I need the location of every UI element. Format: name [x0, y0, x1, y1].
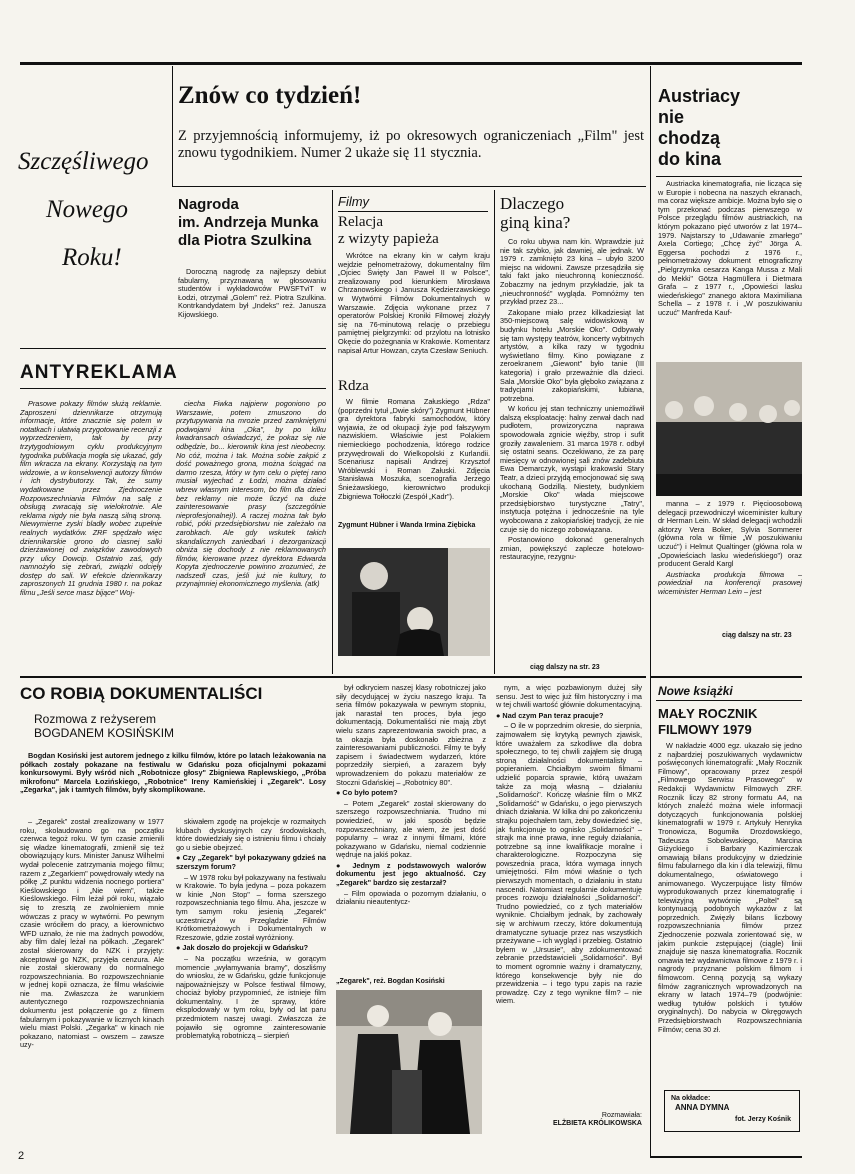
books-body — [658, 742, 802, 1080]
books-title-line: FILMOWY 1979 — [658, 722, 752, 737]
greeting-rule — [20, 348, 326, 349]
mid-rule — [20, 676, 646, 678]
award-title-line: im. Andrzeja Munka — [178, 214, 319, 231]
films-title-line: Relacja — [338, 214, 383, 230]
books-title-line: MAŁY ROCZNIK — [658, 706, 758, 721]
cinema-body — [500, 238, 644, 656]
award-title-line: Nagroda — [178, 196, 239, 213]
film-still-image — [338, 548, 490, 656]
documentary-col3 — [336, 684, 486, 974]
paragraph: W nakładzie 4000 egz. ukazało się jedno z najbardziej poszukiwanych wydawnictw poświęconych kinematografii: „Mały Rocznik Filmowy", opracowany przez zespół „Filmowego Serwisu Prasowego" w Redakcji Wydawnictw Filmowych ZRF. Rocznik liczy 82 strony formatu A4, na których znaleźć można wiele informacji dotyczących funkcjonowania polskiej kinematografii w 1979 r. Artykuły Henryka Tronowicza, Bogumiła Drozdowskiego, Tadeusza Sobolewskiego, Marcina Giżyckiego i Barbary Kazimierczak omawiają bilans produkcyjny w dziedzinie filmu fabularnego dla kin i dla telewizji, filmu dokumentalnego, oświatowego i animowanego. Wyczerpujące listy filmów wyprodukowanych przez kinematografię i telewizyjną wytwórnię „Poltel" są kontynuacją podobnych wykazów z lat poprzednich. Zwięzły bilans liczbowy rozpowszechniania filmów przez Zjednoczenie pozwala zorientować się, w jakim punkcie zstępującej (ciągle) linii znajduje się nasza kinematografia. Rocznik omawia też wydawnictwa filmowe z 1979 r. i nagrody przyznane polskim filmom i filmowcom. Cenną pozycją są wykazy filmów zagranicznych wprowadzonych na ekrany w latach 1974–79 (podwójnie: według tytułów polskich i tytułów oryginalnych). Do nabycia w Okręgowych Przedsiębiorstwach Rozpowszechniania Filmów; cena 30 zł. — [658, 742, 802, 1034]
intro-text: Z przyjemnością informujemy, iż po okresowych ograniczeniach „Film" jest znowu tygodnikiem. Numer 2 ukaże się 11 stycznia. — [178, 128, 644, 161]
question: ● Co było potem? — [336, 788, 398, 798]
award-body — [178, 268, 326, 340]
austrians-title — [658, 86, 740, 170]
top-rule — [20, 62, 802, 65]
paragraph: Prasowe pokazy filmów służą reklamie. Zaproszeni dziennikarze otrzymują informacje, które znacznie się potem w notatkach i ułatwią przygotowanie recenzji z wyprzedzeniem, tak by przy trzytygodniowym cyklu produkcyjnym tygodnika publikacja mogła się ukazać, gdy film wkracza na ekrany. Korzystają na tym widzowie, a w konsekwencji autorzy filmów i ich dystrybutorzy. Tak, że sumy wydatkowane przez Zjednoczenie Rozpowszechniania Filmów na salę z obsługą zwracają się wielokrotnie. Ale reklama nigdy nie była naszą silną stroną. Niewymierne zyski bladły wobec zupełnie realnych wydatków. ZRF spędzało więc dziennikarskie grono do ciasnej salki dzierżawionej od związków zawodowych przy ulicy Dowcip. Ostatnio zaś, gdy namnożyło się zebrań, związki odcięły dostęp do sali. W efekcie dziennikarzy zaproszonych 11 grudnia 1980 r. na pokaz filmu „Jeśli serce masz bijące" Woj- — [20, 400, 162, 598]
column-divider — [172, 66, 173, 186]
paragraph: nym, a więc pozbawionym dużej siły sensu. Jest to więc już film historyczny i ma w tej chwili wartość głównie dokumentacyjną. — [496, 684, 642, 710]
documentary-lead — [20, 752, 326, 814]
column-divider — [650, 678, 651, 1158]
interviewer-label: Rozmawiała: — [601, 1112, 642, 1119]
paragraph: – „Zegarek" został zrealizowany w 1977 roku, skolaudowano go na początku czerwca tegoż roku. W tym czasie zmienili się władze kinematografii, zmienił się też obowiązujący kurs. Minister Janusz Wilhelmi wydał polecenie zatrzymania mojego filmu; razem z „Zegarkiem" powędrowały wtedy na półkę „Z punktu widzenia nocnego portiera" Kieślowskiego i „Nie wiem", także Kieślowskiego. Film leżał pół roku, wiązało się to zresztą ze zwolnieniem mnie wówczas z pracy w wytwórni. Po pewnym czasie wróciłem do pracy, a kierownictwo WFD uznało, że nie ma żadnych powodów, aby film dalej leżał na półkach. „Zegarek" został skierowany do NZK i przyjęty: akceptował go NZK, przyjęła cenzura. Ale nie został skierowany do normalnego rozpowszechniania. Bo rozpowszechnianie w jednej kopii oznacza, że filmu właściwie nie ma. Zwłaszcza że warunkiem autentycznego rozpowszechniania dokumentu jest połączenie go z filmem fabularnym i pokazywanie w licznych kinach wielu miast Polski. „Zegarka" w kinach nie pokazano, natomiast – owszem – zawsze uzy- — [20, 818, 164, 1050]
books-rule — [656, 700, 802, 701]
documentary-photo-caption: „Zegarek", reż. Bogdan Kosiński — [336, 978, 445, 985]
cinema-title-line: giną kina? — [500, 213, 571, 232]
cover-name: ANNA DYMNA — [675, 1103, 730, 1112]
greeting-line3: Roku! — [62, 244, 122, 271]
paragraph: Austriacka produkcja filmowa – powiedział na konferencji prasowej wiceminister Herman Lein – jest — [658, 569, 802, 596]
documentary-subtitle — [34, 712, 174, 740]
paragraph: Postanowiono dokonać generalnych zmian, powiększyć zaplecze hotelowo-restauracyjne, rezygnu- — [500, 535, 644, 562]
column-divider — [332, 190, 333, 674]
cover-photo-credit: fot. Jerzy Kośnik — [734, 1116, 791, 1123]
section-label-films: Filmy — [338, 194, 370, 209]
books-title — [658, 706, 757, 738]
cover-label: Na okładce: — [671, 1095, 711, 1102]
greeting-line2: Nowego — [46, 196, 128, 223]
cover-credit-box — [664, 1090, 800, 1132]
paragraph: Zakopane miało przez kilkadziesiąt lat 350-miejscową salę widowiskową w budynku hotelu „Morskie Oko". Odbywały się tam występy teatrów, koncerty wybitnych artystów, a kilka razy w tygodniu wyświetlano filmy. Kino powiązane z zeroekranem „Giewont" było tanie (III kategoria) i grało przeważnie dla dzieci. Sala „Morskie Oko" była głęboko związana z tradycjami zakopiańskimi, lubiana, potrzebna. — [500, 307, 644, 403]
paragraph: Wkrótce na ekrany kin w całym kraju wejdzie pełnometrażowy, dokumentalny film „Ojciec Święty Jan Paweł II w Polsce", zrealizowany pod kierunkiem Mirosława Chrzanowskiego i Janusza Kędzierzawskiego w Wytwórni Filmów Dokumentalnych w Warszawie. Zdjęcia wykonane przez 7 operatorów Polskiej Kroniki Filmowej złożyły się na 76-minutową relację o przebiegu pamiętnej pielgrzymki: od przylotu na lotnisko Okęcie do pożegnania w Krakowie. Komentarz napisał Artur Howzan, czyta Czesław Seniuch. — [338, 252, 490, 355]
award-title-line: dla Piotra Szulkina — [178, 232, 312, 249]
paragraph: W końcu jej stan techniczny uniemożliwił dalszą eksploatację: halny zerwał dach nad pudłotem, prowizoryczna naprawa spowodowała zgnicie więźby, strop i sufit groziły zawaleniem. 31 marca 1978 r. odbył się ostatni seans. Oczekiwano, że za parę miesięcy w odnowionej sali znów zadebiuta Ewa Demarczyk, wystąpi krakowski Stary Teatr, a dzieci przyjdą emocjonować się swą ukochaną Godzillą. Niestety, budynkiem „Morskie Oko" włada miejscowe przedsiębiorstwo turystyczne „Tatry", instytucja potężna i jednocześnie na tyle wyobcowana z zakopiańskiej tradycji, że nie czuje się do niczego zobowiązana. — [500, 404, 644, 534]
austrians-rule — [656, 176, 802, 177]
documentary-title: CO ROBIĄ DOKUMENTALIŚCI — [20, 684, 263, 703]
award-title — [178, 196, 318, 250]
paragraph: ciecha Fiwka najpierw pogoniono po Warszawie, potem zmuszono do przytupywania na mrozie przed zamkniętymi podwojami kina „Oka", by po kilku kwadransach oświadczyć, że pokaz się nie odbędzie, bo... kierownik kina jest nieobecny. No cóż, można i tak. Można sobie zakpić z dość poważnego grona, można ściągać na darmo rzesza, który w tym celu o piętej rano musiał wyjechać z Łodzi, można działać wbrew własnym interesom, bo film dla dzieci bez reklamy nie może liczyć na duże zainteresowanie prasy (szczególnie nieprofesjonalnej!). A raczej można tak było robić, póki przedsiębiorstwu nie zależało na zarobkach. Ale gdy wskutek takich skandalicznych zaniedbań i dezorganizacji obniża się dochody z nie reklamowanych filmów, kierowane przez dyrektora Edwarda Kopyta zjednoczenie powinno zrozumieć, że nadszedł czas, jeśli już nie kultury, to przynajmniej ekonomicznego myślenia. (atk) — [176, 400, 326, 589]
mid-rule-right — [650, 676, 802, 678]
question: ● Jednym z podstawowych walorów dokumentu jest jego aktualność. Czy „Zegarek" bardzo się zestarzał? — [336, 860, 486, 888]
paragraph: – Film opowiada o pozornym działaniu, o działaniu nieautentycz- — [336, 888, 486, 907]
antyreklama-title: ANTYREKLAMA — [20, 362, 178, 383]
paragraph: W filmie Romana Załuskiego „Rdza" (poprzedni tytuł „Dwie skóry") Zygmunt Hübner gra dyrektora fabryki samochodów, który wyjawia, że od okupacji żyje pod fałszywym nazwiskiem. Właściwie jest Polakiem niemieckiego pochodzenia, którego rodzice przywędrowali do Wielkopolski z Kurlandii. Scenariusz napisali Andrzej Krzysztof Wróblewski i Roman Załuski. Zdjęcia Stanisława Moszuka, scenografia Jerzego Śnieżawskiego, kierownictwo produkcji Zbigniewa Tołłoczki (Zespół „Kadr"). — [338, 398, 490, 501]
page-title: Znów co tydzień! — [178, 82, 362, 109]
greeting-line1: Szczęśliwego — [18, 148, 149, 175]
films-photo-caption: Zygmunt Hübner i Wanda Irmina Ziębicka — [338, 522, 476, 529]
documentary-col2 — [176, 818, 326, 1158]
bottom-rule-right — [650, 1156, 802, 1158]
rdza-title: Rdza — [338, 378, 369, 394]
header-rule — [172, 186, 646, 187]
column-divider — [650, 66, 651, 676]
question: ● Czy „Zegarek" był pokazywany gdzieś na szerszym forum? — [176, 853, 326, 871]
page-number: 2 — [18, 1150, 25, 1162]
films-title-line: z wizyty papieża — [338, 231, 439, 247]
antyreklama-col2 — [176, 400, 326, 670]
question: ● Nad czym Pan teraz pracuje? — [496, 710, 604, 720]
austrians-title-line: nie — [658, 107, 685, 127]
antyreklama-rule — [20, 388, 326, 389]
paragraph: Doroczną nagrodę za najlepszy debiut fabularny, przyznawaną w głosowaniu studentów i wykładowców PWSFTviT w Łodzi, otrzymał „Golem" reż. Piotra Szulkina. Kontrkandydatem był „Indeks" reż. Janusza Kijowskiego. — [178, 268, 326, 319]
antyreklama-col1 — [20, 400, 162, 670]
austrians-body-2 — [658, 500, 802, 606]
paragraph: – Potem „Zegarek" został skierowany do szerszego rozpowszechniania. Trudno mi powiedzieć, w jaki sposób będzie rozpowszechniany, ale wiem, że jest dość popularny – wraz z innymi filmami, które pokazywano w Gdańsku, niemal codziennie wędruje na jakiś pokaz. — [336, 798, 486, 860]
paragraph: Bogdan Kosiński jest autorem jednego z kilku filmów, które po latach leżakowania na półkach zostały pokazane na festiwalu w Gdańsku poza oficjalnymi pokazami konkursowymi. Były wśród nich „Robotnicze głosy" Zbigniewa Raplewskiego, „Próba mikrofonu" Marcela Łozińskiego, „Robotnice" Ireny Kamieńskiej i „Zegarek". Losy „Zegarka", jak i tamtych filmów, były skomplikowane. — [20, 752, 326, 795]
austrians-title-line: chodzą — [658, 128, 721, 148]
austrians-continued: ciąg dalszy na str. 23 — [722, 632, 792, 639]
films-title — [338, 214, 439, 248]
austrians-title-line: do kina — [658, 149, 722, 169]
question: ● Jak doszło do projekcji w Gdańsku? — [176, 943, 309, 953]
cinema-title — [500, 194, 570, 232]
paragraph: był odkryciem naszej klasy robotniczej jako siły decydującej w życiu naszego kraju. Ta seria filmów pokazywała w pewnym stopniu, jak narastał ten proces, była jego dokumentacją. Dokumentaliści nie mają zbyt wielu szans zaprezentowania swoich prac, a ta okazja była doskonało zbieżna z zainteresowaniami publiczności. Filmy te były zapisem i świadectwem wydarzeń, które poprzedziły sierpień, a zarazem były wprowadzeniem do pokazu materiałów ze Stoczni Gdańskiej – „Robotnicy 80". — [336, 684, 486, 787]
paragraph: skiwałem zgodę na projekcje w rozmaitych klubach dyskusyjnych czy środowiskach, które dowiedziały się o istnieniu filmu i chciały go u siebie obejrzeć. — [176, 818, 326, 852]
delegation-image — [656, 362, 802, 496]
documentary-col4 — [496, 684, 642, 1104]
documentary-col1 — [20, 818, 164, 1158]
delegation-photo — [656, 362, 802, 496]
cinema-continued: ciąg dalszy na str. 23 — [530, 664, 600, 671]
paragraph: – Na początku września, w gorącym momencie „wyłamywania bramy", doszliśmy do wniosku, że w Gdańsku, gdzie funkcjonuje najpoważniejszy w Polsce festiwal filmowy, chociaż byłoby przypomnieć, że istnieje film dokumentalny. I że sprawy, które eksplodowały w tym roku, były od lat paru przedmiotem naszej uwagi. Zwłaszcza że pojawiło się ogromne zainteresowanie problematyką robotniczą – sierpień — [176, 953, 326, 1041]
austrians-title-line: Austriacy — [658, 86, 741, 106]
paragraph: – W 1978 roku był pokazywany na festiwalu w Krakowie. To była jedyna – poza pokazem w kinie „Non Stop" – forma szerszego rozpowszechniania tego filmu. Aha, jeszcze w tym samym roku jesienią „Zegarek" uczestniczył w Przeglądzie Filmów Krótkometrażowych i Dokumentalnych w Rzeszowie, gdzie został wyróżniony. — [176, 872, 326, 942]
subtitle-line: Rozmowa z reżyserem — [34, 712, 157, 726]
zegarek-still-photo — [336, 990, 482, 1134]
subtitle-line: BOGDANEM KOSIŃSKIM — [34, 726, 175, 740]
paragraph: Co roku ubywa nam kin. Wprawdzie już nie tak szybko, jak dawniej, ale jednak. W 1979 r. zamknięto 23 kina – ubyło 3200 miejsc na widowni. Zawsze przesądziła się taki fakt jako nieuchronną konieczność. Zobaczmy na jednym przykładzie, jak ta „nieuchronność" wygląda. Pomnóżmy ten przykład przez 23... — [500, 238, 644, 307]
cinema-title-line: Dlaczego — [500, 194, 565, 213]
paragraph: Austriacka kinematografia, nie licząca się w Europie i nobecna na naszych ekranach, ma coraz większe ambicje. Można było się o tym przekonać podczas pierwszego w Polsce przeglądu filmów austriackich, na którym pokazano pięć utworów z lat 1974–1979. Najstarszy to „Udawanie zmarłego" Axela Cortiego; „Chcę żyć" Jörga A. Eggersa pochodzi z 1976 r., pełnometrażowy dokument etnograficzny „Pielgrzymka cesarza Kanga Mussa z Mali do Mekki" Götza Hagmüllera i Dietmara Grafa – z 1977 r., „Opowieści lasku wiedeńskiego" znanego aktora Maximiliana Schella – z 1978 r. i „W poszukiwaniu uczuć" Manfreda Kauf- — [658, 180, 802, 317]
section-label-books: Nowe książki — [658, 684, 733, 698]
rdza-body — [338, 398, 490, 510]
austrians-body — [658, 180, 802, 358]
films-body — [338, 252, 490, 374]
paragraph: manna – z 1979 r. Pięcioosobową delegacji przewodniczył wiceminister kultury dr Herman Lein. W skład delegacji wchodzili aktorzy Vera Boker, Sylvia Sommerer (główna rola w filmie „W poszukiwaniu uczuć") i Helmut Qualtinger (główna rola w „Opowieściach lasku wiedeńskiego") oraz producent Gerald Kargl — [658, 500, 802, 569]
interviewer-name: ELŻBIETA KRÓLIKOWSKA — [552, 1120, 642, 1127]
film-still-photo — [338, 548, 490, 656]
column-divider — [494, 190, 495, 674]
films-rule — [338, 211, 488, 212]
zegarek-still-image — [336, 990, 482, 1134]
paragraph: – O ile w poprzednim okresie, do sierpnia, zajmowałem się krytyką pewnych zjawisk, które uważałem za szkodliwe dla dobra społecznego, to tej chwili zająłem się drugą stroną działalności dokumentalisty – popieraniem. Chciałbym swoim filmami udzielić poparcia sprawie, którą uważam także za moją własną – działaniu „Solidarności". Kończę właśnie film o MKZ „Solidarność" w Gdańsku, o jego pierwszych dniach działania. W kilka dni po zakończeniu strajku pojechałem tam, żeby dowiedzieć się, jak funkcjonuje to ognisko „Solidarności" – strajk ma inne prawa, inne reguły działania, potrzebne są inne kwalifikacje moralne i charakterologiczne. Rozpoczyna się powszednia praca, która wymaga innych umiejętności. Film mówi właśnie o tych pierwszych momentach, o działaniu in statu nascendi. Natomiast regularnie dokumentuję proces rozwoju działalności „Solidarności". Trudno powiedzieć, co z tych materiałów wyniknie. Chciałbym jednak, by zachowały się w archiwum rzeczy, które dokumentują dramatyczne sytuacje przez nas wszystkich przeżywane – ich wygląd i przebieg. Ostatnio byłem w „Ursusie", aby zdokumentować zebranie przedstawicieli „Solidarności". Był to moment ogromnie ważny i dramatyczny, którego konsekwencje były nie do przewidzenia – i tego typu zapis na razie prowadzę. Czy z tego wynikne film? – nie wiem. — [496, 721, 642, 1006]
interviewer-credit — [500, 1112, 642, 1128]
